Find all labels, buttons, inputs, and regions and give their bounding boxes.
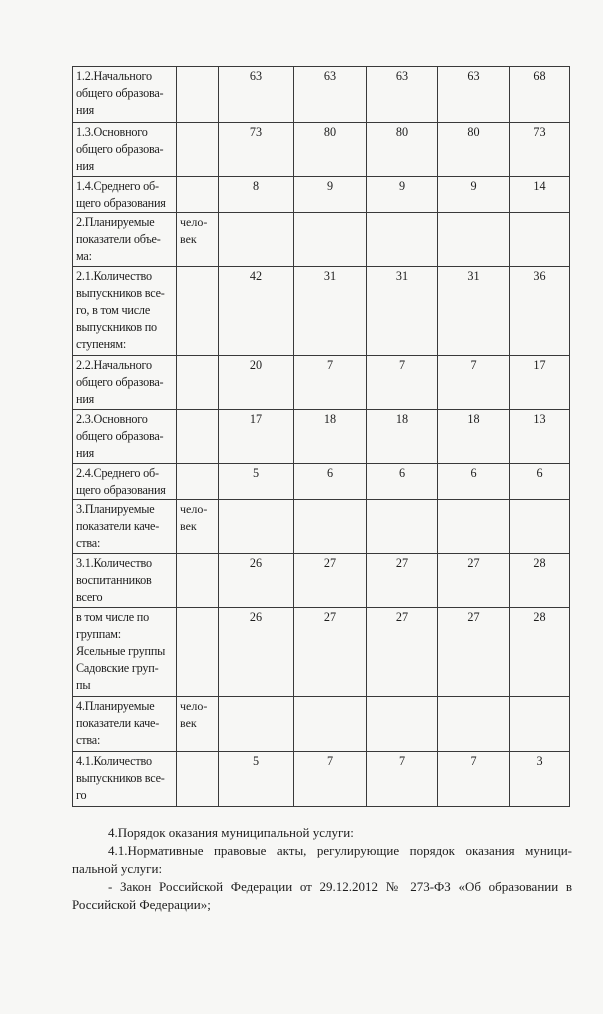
row-label-line: выпускников по <box>76 320 157 334</box>
value-cell: 5 <box>219 464 294 500</box>
section-heading: 4.Порядок оказания муниципальной услуги: <box>108 825 354 840</box>
value-cell: 6 <box>367 464 438 500</box>
value-cell: 9 <box>294 177 367 213</box>
value-cell: 80 <box>367 123 438 177</box>
table-row <box>73 356 570 410</box>
row-label <box>73 213 177 267</box>
table-row <box>73 752 570 807</box>
value-cell: 13 <box>510 410 570 464</box>
unit-line: век <box>180 519 197 533</box>
value-cell: 80 <box>294 123 367 177</box>
unit-cell <box>177 608 219 697</box>
value-cell: 63 <box>294 67 367 123</box>
value-cell: 8 <box>219 177 294 213</box>
value-cell: 73 <box>219 123 294 177</box>
value-cell <box>510 500 570 554</box>
value-cell: 73 <box>510 123 570 177</box>
row-label <box>73 697 177 752</box>
value-cell: 7 <box>367 356 438 410</box>
value-cell: 31 <box>438 267 510 356</box>
row-label <box>73 410 177 464</box>
value-cell: 5 <box>219 752 294 807</box>
row-label-line: Ясельные группы <box>76 644 166 658</box>
row-label-line: 1.4.Среднего об- <box>76 179 159 193</box>
value-cell: 42 <box>219 267 294 356</box>
value-cell: 3 <box>510 752 570 807</box>
row-label <box>73 177 177 213</box>
value-cell <box>510 213 570 267</box>
value-cell: 18 <box>294 410 367 464</box>
row-label-line: 2.Планируемые <box>76 215 155 229</box>
document-text <box>72 824 572 914</box>
table-row <box>73 67 570 123</box>
value-cell <box>367 697 438 752</box>
unit-cell <box>177 410 219 464</box>
row-label-line: 2.3.Основного <box>76 412 148 426</box>
row-label-line: го <box>76 788 87 802</box>
value-cell <box>294 213 367 267</box>
value-cell <box>438 500 510 554</box>
unit-cell <box>177 267 219 356</box>
value-cell: 80 <box>438 123 510 177</box>
row-label-line: показатели объе- <box>76 232 161 246</box>
row-label-line: воспитанников <box>76 573 152 587</box>
row-label <box>73 267 177 356</box>
value-cell: 7 <box>438 752 510 807</box>
row-label-line: 3.Планируемые <box>76 502 155 516</box>
row-label <box>73 464 177 500</box>
row-label-line: 1.2.Начального <box>76 69 152 83</box>
row-label-line: общего образова- <box>76 429 164 443</box>
value-cell <box>219 500 294 554</box>
value-cell: 28 <box>510 608 570 697</box>
value-cell: 7 <box>294 752 367 807</box>
row-label <box>73 752 177 807</box>
row-label-line: всего <box>76 590 103 604</box>
value-cell: 27 <box>438 554 510 608</box>
value-cell: 17 <box>219 410 294 464</box>
value-cell: 27 <box>294 554 367 608</box>
unit-cell <box>177 697 219 752</box>
value-cell: 18 <box>438 410 510 464</box>
paragraph-regulations: 4.1.Нормативные правовые акты, регулирующие порядок оказания муници-пальной услуги: <box>72 843 572 876</box>
row-label-line: ства: <box>76 733 101 747</box>
unit-cell <box>177 464 219 500</box>
value-cell: 27 <box>367 554 438 608</box>
value-cell: 36 <box>510 267 570 356</box>
value-cell: 63 <box>219 67 294 123</box>
unit-cell <box>177 67 219 123</box>
unit-cell <box>177 213 219 267</box>
row-label <box>73 500 177 554</box>
value-cell: 26 <box>219 608 294 697</box>
row-label <box>73 356 177 410</box>
value-cell: 17 <box>510 356 570 410</box>
paragraph-law: - Закон Российской Федерации от 29.12.2012 № 273-ФЗ «Об образовании в Российской Федерации»; <box>72 879 572 912</box>
row-label-line: го, в том числе <box>76 303 151 317</box>
unit-cell <box>177 123 219 177</box>
value-cell: 68 <box>510 67 570 123</box>
value-cell: 31 <box>294 267 367 356</box>
row-label-line: 3.1.Количество <box>76 556 152 570</box>
table-row <box>73 608 570 697</box>
row-label-line: щего образования <box>76 196 166 210</box>
table-row <box>73 410 570 464</box>
table-row <box>73 500 570 554</box>
table-row <box>73 123 570 177</box>
row-label-line: 2.4.Среднего об- <box>76 466 159 480</box>
row-label-line: Садовские груп- <box>76 661 159 675</box>
row-label <box>73 123 177 177</box>
row-label-line: 1.3.Основного <box>76 125 148 139</box>
value-cell <box>438 213 510 267</box>
table-row <box>73 554 570 608</box>
value-cell: 63 <box>438 67 510 123</box>
value-cell: 26 <box>219 554 294 608</box>
row-label-line: общего образова- <box>76 375 164 389</box>
unit-line: чело- <box>180 502 208 516</box>
row-label-line: выпускников все- <box>76 771 165 785</box>
row-label <box>73 554 177 608</box>
value-cell: 20 <box>219 356 294 410</box>
value-cell: 27 <box>438 608 510 697</box>
value-cell: 6 <box>510 464 570 500</box>
value-cell <box>294 697 367 752</box>
value-cell: 28 <box>510 554 570 608</box>
row-label-line: пы <box>76 678 91 692</box>
unit-cell <box>177 177 219 213</box>
value-cell: 18 <box>367 410 438 464</box>
row-label-line: ния <box>76 103 95 117</box>
unit-cell <box>177 554 219 608</box>
value-cell: 9 <box>367 177 438 213</box>
unit-line: чело- <box>180 699 208 713</box>
table-row <box>73 177 570 213</box>
row-label <box>73 608 177 697</box>
row-label-line: ма: <box>76 249 92 263</box>
value-cell <box>219 697 294 752</box>
row-label-line: ния <box>76 446 95 460</box>
indicators-table <box>72 66 570 807</box>
row-label-line: щего образования <box>76 483 166 497</box>
table-row <box>73 697 570 752</box>
row-label-line: группам: <box>76 627 121 641</box>
table-row <box>73 267 570 356</box>
unit-cell <box>177 752 219 807</box>
value-cell: 6 <box>294 464 367 500</box>
unit-line: век <box>180 716 197 730</box>
unit-line: чело- <box>180 215 208 229</box>
row-label-line: ния <box>76 159 95 173</box>
row-label-line: 4.1.Количество <box>76 754 152 768</box>
value-cell: 7 <box>294 356 367 410</box>
value-cell: 27 <box>367 608 438 697</box>
value-cell <box>367 500 438 554</box>
value-cell: 7 <box>438 356 510 410</box>
row-label-line: 4.Планируемые <box>76 699 155 713</box>
row-label-line: показатели каче- <box>76 519 160 533</box>
unit-cell <box>177 500 219 554</box>
value-cell <box>219 213 294 267</box>
row-label-line: ступеням: <box>76 337 127 351</box>
value-cell <box>367 213 438 267</box>
value-cell: 63 <box>367 67 438 123</box>
value-cell: 7 <box>367 752 438 807</box>
table-row <box>73 213 570 267</box>
row-label-line: общего образова- <box>76 142 164 156</box>
row-label-line: выпускников все- <box>76 286 165 300</box>
unit-cell <box>177 356 219 410</box>
row-label-line: ния <box>76 392 95 406</box>
table-body <box>73 67 570 807</box>
value-cell: 31 <box>367 267 438 356</box>
row-label-line: показатели каче- <box>76 716 160 730</box>
row-label-line: 2.1.Количество <box>76 269 152 283</box>
value-cell: 14 <box>510 177 570 213</box>
row-label-line: общего образова- <box>76 86 164 100</box>
row-label-line: ства: <box>76 536 101 550</box>
row-label-line: в том числе по <box>76 610 150 624</box>
value-cell: 6 <box>438 464 510 500</box>
unit-line: век <box>180 232 197 246</box>
value-cell <box>294 500 367 554</box>
value-cell: 9 <box>438 177 510 213</box>
value-cell <box>510 697 570 752</box>
value-cell: 27 <box>294 608 367 697</box>
value-cell <box>438 697 510 752</box>
row-label-line: 2.2.Начального <box>76 358 152 372</box>
table-row <box>73 464 570 500</box>
row-label <box>73 67 177 123</box>
